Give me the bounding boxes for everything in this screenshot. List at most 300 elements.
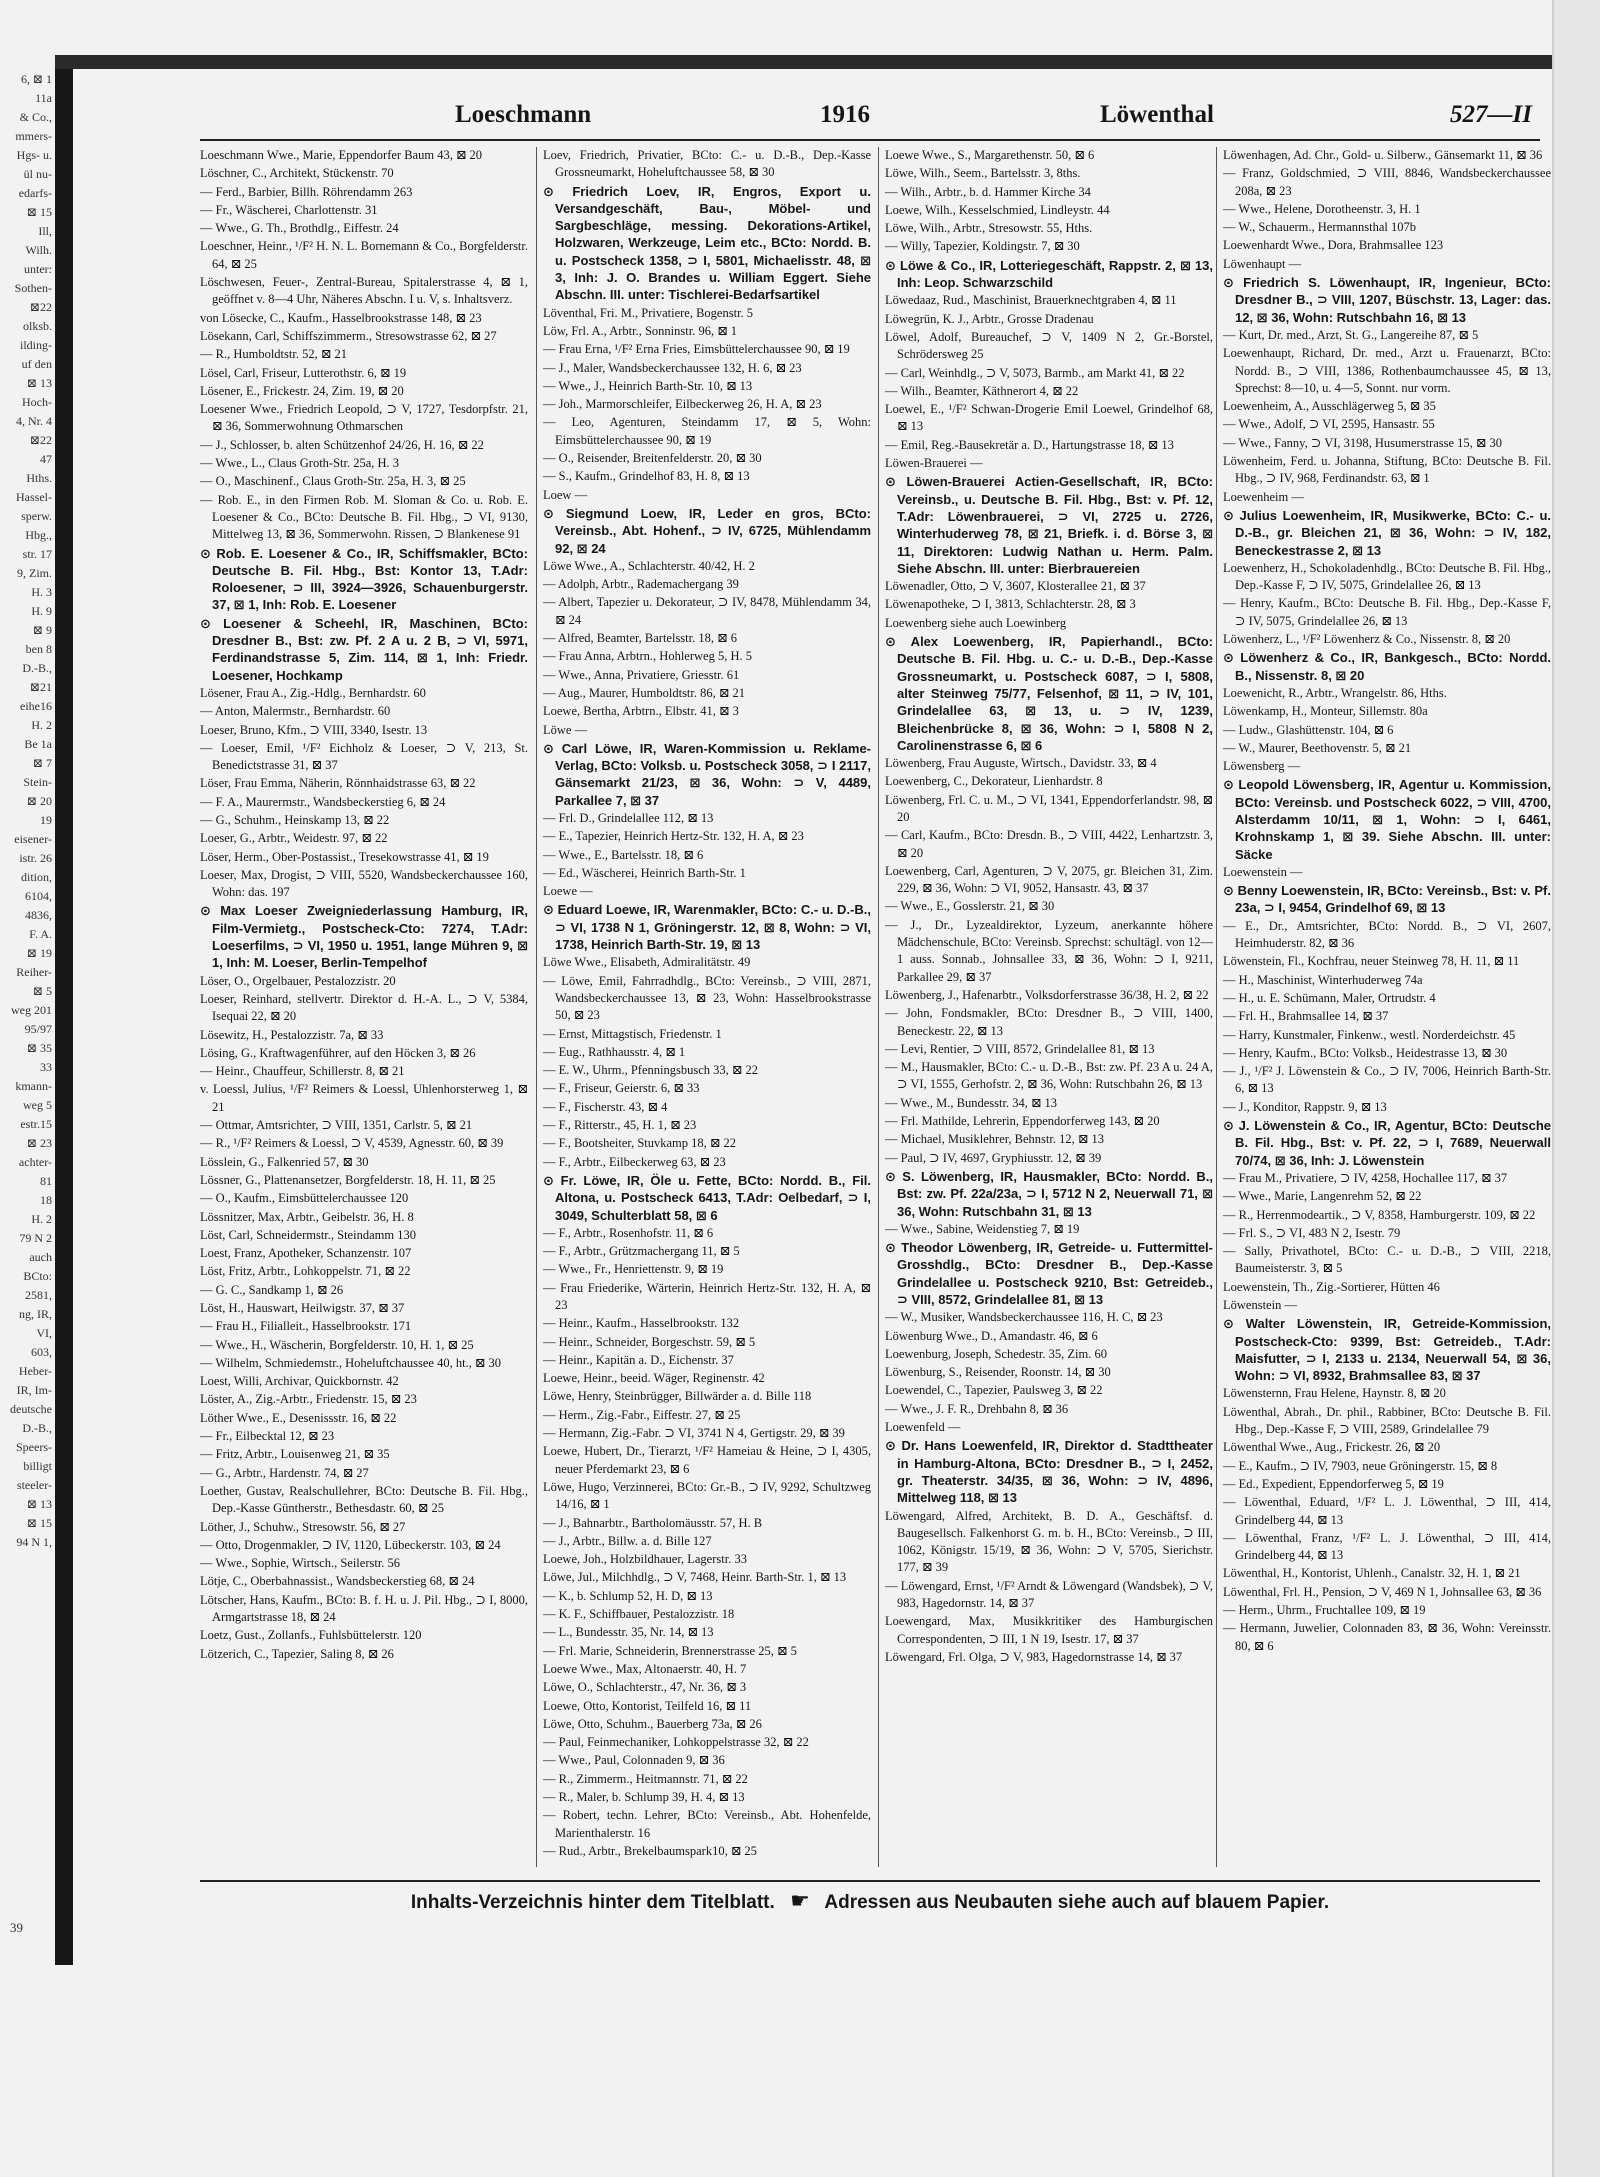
directory-entry: Loeser, G., Arbtr., Weidestr. 97, ⊠ 22 bbox=[200, 831, 388, 846]
directory-entry: — Herm., Uhrm., Fruchtallee 109, ⊠ 19 bbox=[1223, 1603, 1426, 1618]
directory-entry: Löster, A., Zig.-Arbtr., Friedenstr. 15, ⊠ 23 bbox=[200, 1392, 417, 1407]
directory-entry: — Fr., Wäscherei, Charlottenstr. 31 bbox=[200, 202, 378, 217]
previous-page-line: ⊠22 bbox=[29, 433, 52, 447]
previous-page-line: 2581, bbox=[25, 1288, 52, 1302]
directory-entry: — J., Konditor, Rappstr. 9, ⊠ 13 bbox=[1223, 1099, 1387, 1114]
previous-page-line: ⊠ 13 bbox=[26, 376, 52, 390]
previous-page-line: steeler- bbox=[16, 1478, 52, 1492]
directory-entry: — Wwe., Sabine, Weidenstieg 7, ⊠ 19 bbox=[885, 1221, 1080, 1236]
directory-entry: — J., ¹/F² J. Löwenstein & Co., ⊃ IV, 7006, Heinrich Barth-Str. 6, ⊠ 13 bbox=[1223, 1064, 1551, 1096]
directory-entry: Loether, Gustav, Realschullehrer, BCto: Deutsche B. Fil. Hbg., Dep.-Kasse Güntherstr., Bethesdastr. 60, ⊠ 25 bbox=[200, 1483, 528, 1516]
previous-page-line: Wilh. bbox=[25, 243, 52, 257]
previous-page-line: 4, Nr. 4 bbox=[16, 414, 52, 428]
previous-page-line: 6, ⊠ 1 bbox=[20, 72, 52, 86]
directory-entry: — Frau H., Filialleit., Hasselbrookstr. 171 bbox=[200, 1319, 412, 1334]
directory-entry: Lösing, G., Kraftwagenführer, auf den Höcken 3, ⊠ 26 bbox=[200, 1045, 476, 1060]
directory-entry: Loewenheim, A., Ausschlägerweg 5, ⊠ 35 bbox=[1223, 399, 1436, 414]
directory-entry: — Levi, Rentier, ⊃ VIII, 8572, Grindelallee 81, ⊠ 13 bbox=[885, 1041, 1155, 1056]
previous-page-line: dition, bbox=[20, 870, 52, 884]
previous-page-line: Hths. bbox=[26, 471, 52, 485]
directory-entry: — Ernst, Mittagstisch, Friedenstr. 1 bbox=[543, 1026, 722, 1041]
previous-page-line: 81 bbox=[40, 1174, 52, 1188]
directory-page bbox=[200, 95, 1551, 1975]
previous-page-line: kmann- bbox=[15, 1079, 52, 1093]
business-listing: ⊙ Friedrich Loev, IR, Engros, Export u. Versandgeschäft, Bau-, Möbel- und Sargbeschläge, messing. Dekorations-Artikel, Holzwaren, Werkzeuge, Leim etc., BCto: Nordd. B. u. Postscheck 1358, ⊃ I, 5801, Michaelisstr. 48, ⊠ 3, Inh: J. O. Brandes u. William Eggert. Siehe Abschn. III. unter: Tischlerei-Bedarfsartikel bbox=[543, 183, 871, 303]
previous-page-line: ⊠ 15 bbox=[26, 205, 52, 219]
previous-page-line: auch bbox=[29, 1250, 52, 1264]
directory-entry: Löther, J., Schuhw., Stresowstr. 56, ⊠ 27 bbox=[200, 1519, 406, 1534]
directory-entry: Löschner, C., Architekt, Stückenstr. 70 bbox=[200, 166, 394, 181]
directory-entry: — Loeser, Emil, ¹/F² Eichholz & Loeser, ⊃ V, 213, St. Benedictstrasse 31, ⊠ 37 bbox=[200, 740, 528, 773]
directory-entry: Loewenberg siehe auch Loewinberg bbox=[885, 615, 1067, 630]
directory-entry: — Henry, Kaufm., BCto: Deutsche B. Fil. Hbg., Dep.-Kasse F, ⊃ IV, 5075, Grindelallee 26, ⊠ 13 bbox=[1223, 596, 1551, 628]
previous-page-line: estr.15 bbox=[20, 1117, 52, 1131]
directory-entry: — W., Maurer, Beethovenstr. 5, ⊠ 21 bbox=[1223, 740, 1412, 755]
directory-entry: — Alfred, Beamter, Bartelsstr. 18, ⊠ 6 bbox=[543, 631, 737, 646]
previous-page-line: Speers- bbox=[16, 1440, 52, 1454]
directory-entry: — R., Maler, b. Schlump 39, H. 4, ⊠ 13 bbox=[543, 1790, 745, 1805]
previous-page-line: sperw. bbox=[21, 509, 52, 523]
directory-entry: Löwedaaz, Rud., Maschinist, Brauerknechtgraben 4, ⊠ 11 bbox=[885, 293, 1177, 308]
business-listing: ⊙ Friedrich S. Löwenhaupt, IR, Ingenieur, BCto: Dresdner B., ⊃ VIII, 1207, Büschstr. 13, Lager: das. 12, ⊠ 36, Wohn: Rutschbahn 16, ⊠ 13 bbox=[1223, 275, 1551, 325]
directory-entry: — Robert, techn. Lehrer, BCto: Vereinsb., Abt. Hohenfelde, Marienthalerstr. 16 bbox=[543, 1808, 871, 1840]
directory-column-2 bbox=[536, 147, 871, 1867]
previous-page-line: 19 bbox=[40, 813, 52, 827]
previous-page-line: unter: bbox=[24, 262, 52, 276]
directory-entry: Loewenberg, Carl, Agenturen, ⊃ V, 2075, gr. Bleichen 31, Zim. 229, ⊠ 36, Wohn: ⊃ VI, 9052, Hansastr. 43, ⊠ 37 bbox=[885, 863, 1213, 896]
directory-entry: Loewenhaupt, Richard, Dr. med., Arzt u. Frauenarzt, BCto: Nordd. B., ⊃ VIII, 1386, Rothenbaumchaussee 45, ⊠ 13, Sprechst: 8—10, u. 4—5, Sonnt. nur vorm. bbox=[1223, 346, 1551, 395]
previous-page-line: ⊠ 20 bbox=[26, 794, 52, 808]
business-listing: ⊙ Loesener & Scheehl, IR, Maschinen, BCto: Dresdner B., Bst: zw. Pf. 2 A u. 2 B, ⊃ VI, 5971, Ferdinandstrasse 5, Zim. 114, ⊠ 1, Inh: Friedr. Loesener, Hochkamp bbox=[200, 615, 528, 683]
directory-entry: Löser, Herm., Ober-Postassist., Tresekowstrasse 41, ⊠ 19 bbox=[200, 849, 489, 864]
directory-entry: — F., Arbtr., Rosenhofstr. 11, ⊠ 6 bbox=[543, 1225, 714, 1240]
directory-entry: Löwenheim, Ferd. u. Johanna, Stiftung, BCto: Deutsche B. Fil. Hbg., ⊃ IV, 968, Ferdinandstr. 63, ⊠ 1 bbox=[1223, 454, 1551, 486]
previous-page-line: Heber- bbox=[18, 1364, 52, 1378]
directory-entry: Loeser, Reinhard, stellvertr. Direktor d. H.-A. L., ⊃ V, 5384, Isequai 22, ⊠ 20 bbox=[200, 991, 528, 1024]
directory-entry: Löwen-Brauerei — bbox=[885, 456, 983, 471]
directory-entry: Lösel, Carl, Friseur, Lutterothstr. 6, ⊠ 19 bbox=[200, 365, 407, 380]
directory-entry: von Lösecke, C., Kaufm., Hasselbrookstrasse 148, ⊠ 23 bbox=[200, 310, 482, 325]
header-year: 1916 bbox=[820, 101, 870, 128]
directory-entry: v. Loessl, Julius, ¹/F² Reimers & Loessl, Uhlenhorsterweg 1, ⊠ 21 bbox=[200, 1082, 528, 1114]
previous-page-line: ⊠ 35 bbox=[26, 1041, 52, 1055]
footer-index-note: Inhalts-Verzeichnis hinter dem Titelblatt. bbox=[410, 1892, 775, 1913]
directory-entry: Löwenherz, L., ¹/F² Löwenherz & Co., Nissenstr. 8, ⊠ 20 bbox=[1223, 632, 1511, 647]
directory-entry: — Carl, Weinhdlg., ⊃ V, 5073, Barmb., am Markt 41, ⊠ 22 bbox=[885, 365, 1185, 380]
directory-column-4 bbox=[1216, 147, 1551, 1867]
directory-entry: — Heinr., Schneider, Borgeschstr. 59, ⊠ 5 bbox=[543, 1334, 756, 1349]
directory-entry: — Löwengard, Ernst, ¹/F² Arndt & Löwengard (Wandsbek), ⊃ V, 983, Hagedornstr. 14, ⊠ 37 bbox=[885, 1578, 1213, 1611]
directory-entry: Lötje, C., Oberbahnassist., Wandsbeckerstieg 68, ⊠ 24 bbox=[200, 1574, 475, 1589]
previous-page-fragment bbox=[0, 70, 56, 1930]
directory-entry: Löwensternn, Frau Helene, Haynstr. 8, ⊠ 20 bbox=[1223, 1386, 1446, 1401]
previous-page-line: 6104, bbox=[25, 889, 52, 903]
directory-entry: Löwe, Jul., Milchhdlg., ⊃ V, 7468, Heinr. Barth-Str. 1, ⊠ 13 bbox=[543, 1570, 847, 1585]
directory-entry: Löwengard, Frl. Olga, ⊃ V, 983, Hagedornstrasse 14, ⊠ 37 bbox=[885, 1649, 1183, 1664]
directory-entry: Loewendel, C., Tapezier, Paulsweg 3, ⊠ 22 bbox=[885, 1383, 1103, 1398]
business-listing: ⊙ J. Löwenstein & Co., IR, Agentur, BCto: Deutsche B. Fil. Hbg., Bst: v. Pf. 22, ⊃ I, 7689, Neuerwall 70/74, ⊠ 36, Inh: J. Löwenstein bbox=[1223, 1118, 1551, 1168]
directory-entry: — Heinr., Kapitän a. D., Eichenstr. 37 bbox=[543, 1352, 734, 1367]
directory-entry: Loewenhardt Wwe., Dora, Brahmsallee 123 bbox=[1223, 238, 1444, 253]
directory-entry: Lötscher, Hans, Kaufm., BCto: B. f. H. u. J. Pil. Hbg., ⊃ I, 8000, Armgartstrasse 18, ⊠ 24 bbox=[200, 1592, 528, 1625]
previous-page-line: Sothen- bbox=[14, 281, 52, 295]
previous-page-line: 33 bbox=[40, 1060, 52, 1074]
directory-entry: Loewe Wwe., S., Margarethenstr. 50, ⊠ 6 bbox=[885, 148, 1095, 162]
previous-page-line: eisener- bbox=[14, 832, 52, 846]
directory-entry: — Frl. Mathilde, Lehrerin, Eppendorferweg 143, ⊠ 20 bbox=[885, 1114, 1160, 1129]
directory-entry: Loewengard, Max, Musikkritiker des Hamburgischen Correspondenten, ⊃ III, 1 N 19, Isestr. 17, ⊠ 37 bbox=[885, 1614, 1213, 1646]
previous-page-line: Ill, bbox=[38, 224, 52, 238]
directory-entry: — Frl. S., ⊃ VI, 483 N 2, Isestr. 79 bbox=[1223, 1225, 1401, 1240]
business-listing: ⊙ Julius Loewenheim, IR, Musikwerke, BCto: C.- u. D.-B., gr. Bleichen 21, ⊠ 36, Wohn: ⊃ IV, 182, Beneckestrasse 2, ⊠ 13 bbox=[1223, 507, 1551, 558]
directory-entry: Löwe, Henry, Steinbrügger, Billwärder a. d. Bille 118 bbox=[543, 1389, 812, 1404]
directory-entry: — Joh., Marmorschleifer, Eilbeckerweg 26, H. A, ⊠ 23 bbox=[543, 397, 822, 412]
directory-entry: Loewe, Wilh., Kesselschmied, Lindleystr. 44 bbox=[885, 202, 1110, 217]
directory-entry: — Willy, Tapezier, Koldingstr. 7, ⊠ 30 bbox=[885, 239, 1080, 254]
directory-entry: — F., Fischerstr. 43, ⊠ 4 bbox=[543, 1099, 668, 1114]
directory-entry: — Herm., Zig.-Fabr., Eiffestr. 27, ⊠ 25 bbox=[543, 1407, 741, 1422]
directory-entry: Löwensberg — bbox=[1223, 759, 1301, 774]
directory-entry: Löst, Carl, Schneidermstr., Steindamm 130 bbox=[200, 1227, 416, 1242]
directory-entry: — Fr., Eilbecktal 12, ⊠ 23 bbox=[200, 1429, 335, 1444]
directory-entry: Lössnitzer, Max, Arbtr., Geibelstr. 36, H. 8 bbox=[200, 1209, 414, 1224]
previous-page-line: str. 17 bbox=[22, 547, 52, 561]
previous-page-line: ilding- bbox=[20, 338, 52, 352]
directory-entry: Löwenburg, S., Reisender, Roonstr. 14, ⊠ 30 bbox=[885, 1365, 1111, 1380]
directory-entry: — Wwe., J., Heinrich Barth-Str. 10, ⊠ 13 bbox=[543, 378, 753, 393]
directory-entry: — Ottmar, Amtsrichter, ⊃ VIII, 1351, Carlstr. 5, ⊠ 21 bbox=[200, 1118, 473, 1133]
previous-page-line: ng, IR, bbox=[19, 1307, 52, 1321]
previous-page-line: 95/97 bbox=[24, 1022, 52, 1036]
directory-entry: — Fritz, Arbtr., Louisenweg 21, ⊠ 35 bbox=[200, 1447, 390, 1462]
directory-entry: — O., Maschinenf., Claus Groth-Str. 25a, H. 3, ⊠ 25 bbox=[200, 474, 466, 489]
directory-entry: — Heinr., Kaufm., Hasselbrookstr. 132 bbox=[543, 1316, 740, 1331]
directory-entry: — R., Herrenmodeartik., ⊃ V, 8358, Hamburgerstr. 109, ⊠ 22 bbox=[1223, 1207, 1536, 1222]
previous-page-line: edarfs- bbox=[18, 186, 52, 200]
directory-entry: — J., Maler, Wandsbeckerchaussee 132, H. 6, ⊠ 23 bbox=[543, 360, 802, 375]
directory-entry: — Löwenthal, Franz, ¹/F² L. J. Löwenthal, ⊃ III, 414, Grindelberg 44, ⊠ 13 bbox=[1223, 1530, 1551, 1563]
previous-page-line: BCto: bbox=[23, 1269, 52, 1283]
directory-entry: — Wwe., L., Claus Groth-Str. 25a, H. 3 bbox=[200, 456, 400, 471]
previous-page-line: Hbg., bbox=[25, 528, 52, 542]
directory-entry: Lösslein, G., Falkenried 57, ⊠ 30 bbox=[200, 1154, 369, 1169]
business-listing: ⊙ Rob. E. Loesener & Co., IR, Schiffsmakler, BCto: Deutsche B. Fil. Hbg., Bst: Kontor 13, T.Adr: Roloesener, ⊃ III, 3924—3926, Schauenburgerstr. 37, ⊠ 1, Inh: Rob. E. Loesener bbox=[200, 545, 528, 613]
directory-entry: — E. W., Uhrm., Pfenningsbusch 33, ⊠ 22 bbox=[543, 1063, 758, 1078]
previous-page-line: ⊠ 5 bbox=[32, 984, 52, 998]
directory-entry: Loewenheim — bbox=[1223, 489, 1304, 504]
directory-entry: — E., Dr., Amtsrichter, BCto: Nordd. B., ⊃ VI, 2607, Heimhuderstr. 82, ⊠ 36 bbox=[1223, 918, 1551, 951]
directory-entry: — Wilhelm, Schmiedemstr., Hoheluftchaussee 40, ht., ⊠ 30 bbox=[200, 1355, 502, 1370]
directory-entry: — Ed., Wäscherei, Heinrich Barth-Str. 1 bbox=[543, 865, 746, 880]
directory-entry: — Frl. H., Brahmsallee 14, ⊠ 37 bbox=[1223, 1009, 1389, 1024]
directory-entry: — Michael, Musiklehrer, Behnstr. 12, ⊠ 13 bbox=[885, 1132, 1104, 1147]
directory-entry: Loewe, Hubert, Dr., Tierarzt, ¹/F² Hameiau & Heine, ⊃ I, 4305, neuer Pferdemarkt 23, ⊠ 6 bbox=[543, 1444, 871, 1476]
directory-entry: — Wwe., Anna, Privatiere, Griesstr. 61 bbox=[543, 667, 740, 682]
directory-entry: Löwengard, Alfred, Architekt, B. D. A., Geschäftsf. d. Baugesellsch. Falkenhorst G. m. b. H., BCto: Vereinsb., ⊃ III, 1062, Königstr. 15/19, ⊠ 36, Wohn: ⊃ V, 5705, Sierichstr. 177, ⊠ 39 bbox=[885, 1508, 1213, 1575]
previous-page-line: 79 N 2 bbox=[19, 1231, 52, 1245]
directory-entry: — Wwe., Paul, Colonnaden 9, ⊠ 36 bbox=[543, 1753, 725, 1768]
directory-entry: — Wwe., H., Wäscherin, Borgfelderstr. 10, H. 1, ⊠ 25 bbox=[200, 1337, 474, 1352]
directory-entry: Loewenstein — bbox=[1223, 864, 1303, 879]
directory-entry: Loewenfeld — bbox=[885, 1420, 961, 1435]
previous-page-line: Hoch- bbox=[22, 395, 52, 409]
previous-page-line: ⊠22 bbox=[29, 300, 52, 314]
directory-entry: — E., Tapezier, Heinrich Hertz-Str. 132, H. A, ⊠ 23 bbox=[543, 829, 804, 844]
directory-column-3 bbox=[878, 147, 1213, 1867]
previous-page-line: ben 8 bbox=[25, 642, 52, 656]
directory-entry: — R., ¹/F² Reimers & Loessl, ⊃ V, 4539, Agnesstr. 60, ⊠ 39 bbox=[200, 1136, 504, 1151]
directory-entry: Löst, Fritz, Arbtr., Lohkoppelstr. 71, ⊠ 22 bbox=[200, 1264, 411, 1279]
previous-page-line: H. 2 bbox=[31, 718, 52, 732]
previous-page-line: Hgs- u. bbox=[16, 148, 52, 162]
directory-entry: Löwel, Adolf, Bureauchef, ⊃ V, 1409 N 2, Gr.-Borstel, Schrödersweg 25 bbox=[885, 329, 1213, 362]
scan-right-margin bbox=[1552, 0, 1600, 2177]
directory-entry: Löwenadler, Otto, ⊃ V, 3607, Klosterallee 21, ⊠ 37 bbox=[885, 579, 1146, 594]
directory-entry: — Löwe, Emil, Fahrradhdlg., BCto: Vereinsb., ⊃ VIII, 2871, Wandsbeckerchaussee 13, ⊠ 23, Wohn: Hasselbrookstrasse 50, ⊠ 23 bbox=[543, 973, 871, 1023]
directory-entry: Loeser, Bruno, Kfm., ⊃ VIII, 3340, Isestr. 13 bbox=[200, 722, 428, 737]
directory-column-1 bbox=[200, 147, 528, 1867]
directory-entry: — J., Arbtr., Billw. a. d. Bille 127 bbox=[543, 1533, 712, 1548]
previous-page-line: H. 2 bbox=[31, 1212, 52, 1226]
previous-page-line: D.-B., bbox=[22, 661, 52, 675]
directory-entry: — Hermann, Juwelier, Colonnaden 83, ⊠ 36, Wohn: Vereinsstr. 80, ⊠ 6 bbox=[1223, 1621, 1551, 1653]
directory-entry: — J., Schlosser, b. alten Schützenhof 24/26, H. 16, ⊠ 22 bbox=[200, 437, 484, 452]
directory-entry: — R., Zimmerm., Heitmannstr. 71, ⊠ 22 bbox=[543, 1771, 748, 1786]
directory-entry: Loetz, Gust., Zollanfs., Fuhlsbüttelerstr. 120 bbox=[200, 1628, 422, 1643]
previous-page-line: F. A. bbox=[29, 927, 52, 941]
directory-entry: — Rob. E., in den Firmen Rob. M. Sloman & Co. u. Rob. E. Loesener & Co., BCto: Deutsche B. Fil. Hbg., ⊃ VI, 9130, Mittelweg 13, ⊠ 36, Sommerwohn. Rissen, ⊃ Blankenese 91 bbox=[200, 492, 528, 542]
previous-page-line: olksb. bbox=[22, 319, 52, 333]
previous-page-line: 11a bbox=[35, 91, 52, 105]
directory-entry: Loest, Willi, Archivar, Quickbornstr. 42 bbox=[200, 1374, 399, 1389]
directory-entry: Löwenthal, Abrah., Dr. phil., Rabbiner, BCto: Deutsche B. Fil. Hbg., Dep.-Kasse F, ⊃ VIII, 2589, Grindelallee 79 bbox=[1223, 1404, 1551, 1437]
directory-entry: Löser, O., Orgelbauer, Pestalozzistr. 20 bbox=[200, 973, 396, 988]
directory-entry: Löther Wwe., E., Desenissstr. 16, ⊠ 22 bbox=[200, 1410, 397, 1425]
previous-page-line: ⊠ 15 bbox=[26, 1516, 52, 1530]
business-listing: ⊙ Carl Löwe, IR, Waren-Kommission u. Reklame-Verlag, BCto: Volksb. u. Postscheck 3058, ⊃ I 2117, Gänsemarkt 21/23, ⊠ 36, Wohn: ⊃ V, 4489, Parkallee 7, ⊠ 37 bbox=[543, 740, 871, 808]
directory-entry: — F., Friseur, Geierstr. 6, ⊠ 33 bbox=[543, 1081, 700, 1096]
directory-entry: Löwenthal, H., Kontorist, Uhlenh., Canalstr. 32, H. 1, ⊠ 21 bbox=[1223, 1566, 1521, 1581]
header-first-entry: Loeschmann bbox=[455, 101, 592, 128]
directory-entry: — L., Bundesstr. 35, Nr. 14, ⊠ 13 bbox=[543, 1625, 714, 1640]
previous-page-line: IR, Im- bbox=[16, 1383, 52, 1397]
directory-entry: — S., Kaufm., Grindelhof 83, H. 8, ⊠ 13 bbox=[543, 469, 750, 484]
directory-entry: — E., Kaufm., ⊃ IV, 7903, neue Gröningerstr. 15, ⊠ 8 bbox=[1223, 1458, 1498, 1473]
directory-entry: — F., Arbtr., Eilbeckerweg 63, ⊠ 23 bbox=[543, 1154, 726, 1169]
previous-page-line: ⊠ 23 bbox=[26, 1136, 52, 1150]
business-listing: ⊙ Löwen-Brauerei Actien-Gesellschaft, IR, BCto: Vereinsb., u. Deutsche B. Fil. Hbg., Bst: v. Pf. 12, T.Adr: Löwenbrauerei, ⊃ VI, 2725 u. 2726, Winterhuderweg 78, ⊠ 21, Briefk. i. d. Börse 3, ⊠ 11, Direktoren: Ludwig Nathan u. Herm. Palm. Siehe Abschn. III. unter: Bierbrauereien bbox=[885, 474, 1213, 576]
previous-page-line: D.-B., bbox=[22, 1421, 52, 1435]
previous-page-line: H. 3 bbox=[31, 585, 52, 599]
business-listing: ⊙ Eduard Loewe, IR, Warenmakler, BCto: C.- u. D.-B., ⊃ VI, 1738 N 1, Gröningerstr. 12, ⊠ 8, Wohn: ⊃ VI, 1738, Heinrich Barth-Str. 19, ⊠ 13 bbox=[543, 902, 871, 953]
directory-entry: — Kurt, Dr. med., Arzt, St. G., Langereihe 87, ⊠ 5 bbox=[1223, 327, 1479, 342]
directory-entry: — Heinr., Chauffeur, Schillerstr. 8, ⊠ 21 bbox=[200, 1064, 405, 1079]
directory-entry: Löser, Frau Emma, Näherin, Rönnhaidstrasse 63, ⊠ 22 bbox=[200, 776, 476, 791]
directory-entry: Loeschmann Wwe., Marie, Eppendorfer Baum 43, ⊠ 20 bbox=[200, 148, 483, 162]
directory-entry: Löwenthal, Frl. H., Pension, ⊃ V, 469 N 1, Johnsallee 63, ⊠ 36 bbox=[1223, 1584, 1542, 1599]
directory-entry: — Adolph, Arbtr., Rademachergang 39 bbox=[543, 577, 739, 592]
directory-entry: — G. C., Sandkamp 1, ⊠ 26 bbox=[200, 1282, 344, 1297]
directory-entry: Löwenhagen, Ad. Chr., Gold- u. Silberw., Gänsemarkt 11, ⊠ 36 bbox=[1223, 148, 1543, 162]
directory-entry: Löwegrün, K. J., Arbtr., Grosse Dradenau bbox=[885, 311, 1094, 326]
previous-page-line: ⊠ 9 bbox=[32, 623, 52, 637]
previous-page-line: weg 201 bbox=[11, 1003, 52, 1017]
previous-page-line: VI, bbox=[36, 1326, 52, 1340]
directory-entry: — O., Reisender, Breitenfelderstr. 20, ⊠ 30 bbox=[543, 451, 762, 466]
previous-page-line: Be 1a bbox=[24, 737, 52, 751]
business-listing: ⊙ Alex Loewenberg, IR, Papierhandl., BCto: Deutsche B. Fil. Hbg. u. C.- u. D.-B., Dep.-Kasse Grossneumarkt, u. Postscheck 6087, ⊃ I, 5808, alter Steinweg 75/77, Felsenhof, ⊠ 11, ⊃ IV, 101, Grindelallee 63, ⊠ 13, u. ⊃ IV, 1239, Bleichenbrücke 8, ⊠ 36, Wohn: ⊃ I, 5808 N 2, Carolinenstrasse 6, ⊠ 6 bbox=[885, 634, 1213, 753]
directory-entry: Löwenberg, Frau Auguste, Wirtsch., Davidstr. 33, ⊠ 4 bbox=[885, 756, 1157, 771]
directory-entry: — J., Bahnarbtr., Bartholomäusstr. 57, H. B bbox=[543, 1515, 763, 1530]
directory-entry: Loewenberg, C., Dekorateur, Lienhardstr. 8 bbox=[885, 774, 1103, 789]
directory-entry: Loewel, E., ¹/F² Schwan-Drogerie Emil Loewel, Grindelhof 68, ⊠ 13 bbox=[885, 402, 1213, 434]
directory-entry: — Wwe., E., Gosslerstr. 21, ⊠ 30 bbox=[885, 899, 1055, 914]
directory-entry: — Hermann, Zig.-Fabr. ⊃ VI, 3741 N 4, Gertigstr. 29, ⊠ 39 bbox=[543, 1426, 845, 1441]
directory-entry: Loewenicht, R., Arbtr., Wrangelstr. 86, Hths. bbox=[1223, 685, 1447, 700]
directory-entry: Löwe, Wilh., Arbtr., Stresowstr. 55, Hths. bbox=[885, 221, 1093, 236]
directory-entry: — K. F., Schiffbauer, Pestalozzistr. 18 bbox=[543, 1607, 735, 1622]
previous-page-line: mmers- bbox=[15, 129, 52, 143]
business-listing: ⊙ Benny Loewenstein, IR, BCto: Vereinsb., Bst: v. Pf. 23a, ⊃ I, 9454, Grindelhof 69, ⊠ 13 bbox=[1223, 883, 1551, 916]
directory-entry: — G., Schuhm., Heinskamp 13, ⊠ 22 bbox=[200, 812, 390, 827]
previous-page-line: ül nu- bbox=[23, 167, 52, 181]
previous-page-number: 39 bbox=[10, 1920, 23, 1935]
directory-entry: Loewe — bbox=[543, 884, 593, 899]
previous-page-line: ⊠ 19 bbox=[26, 946, 52, 960]
directory-entry: — F., Bootsheiter, Stuvkamp 18, ⊠ 22 bbox=[543, 1136, 736, 1151]
directory-entry: — Frau Anna, Arbtrn., Hohlerweg 5, H. 5 bbox=[543, 649, 752, 664]
business-listing: ⊙ Theodor Löwenberg, IR, Getreide- u. Futtermittel-Grosshdlg., BCto: Dresdner B., Dep.-Kasse Grindelallee u. Postscheck 9210, Bst: Getreideb., ⊃ VIII, 8572, Grindelallee 81, ⊠ 13 bbox=[885, 1240, 1213, 1307]
directory-entry: Löw, Frl. A., Arbtr., Sonninstr. 96, ⊠ 1 bbox=[543, 323, 738, 338]
directory-entry: — Löwenthal, Eduard, ¹/F² L. J. Löwenthal, ⊃ III, 414, Grindelberg 44, ⊠ 13 bbox=[1223, 1495, 1551, 1527]
directory-entry: — Frau Friederike, Wärterin, Heinrich Hertz-Str. 132, H. A, ⊠ 23 bbox=[543, 1280, 871, 1312]
directory-entry: — Wwe., Helene, Dorotheenstr. 3, H. 1 bbox=[1223, 201, 1421, 216]
pointing-hand-icon: ☛ bbox=[790, 1888, 810, 1913]
directory-entry: — Paul, ⊃ IV, 4697, Gryphiusstr. 12, ⊠ 39 bbox=[885, 1150, 1102, 1165]
directory-entry: Lösekann, Carl, Schiffszimmerm., Stresowstrasse 62, ⊠ 27 bbox=[200, 328, 497, 343]
directory-entry: Löwe, Otto, Schuhm., Bauerberg 73a, ⊠ 26 bbox=[543, 1716, 762, 1731]
directory-entry: — Aug., Maurer, Humboldtstr. 86, ⊠ 21 bbox=[543, 685, 745, 700]
previous-page-line: eihe16 bbox=[20, 699, 52, 713]
directory-entry: Löwenapotheke, ⊃ I, 3813, Schlachterstr. 28, ⊠ 3 bbox=[885, 597, 1136, 612]
directory-entry: Loewe, Joh., Holzbildhauer, Lagerstr. 33 bbox=[543, 1552, 747, 1567]
directory-entry: — Wwe., Fanny, ⊃ VI, 3198, Husumerstrasse 15, ⊠ 30 bbox=[1223, 435, 1503, 450]
directory-entry: Loewe, Heinr., beeid. Wäger, Reginenstr. 42 bbox=[543, 1371, 765, 1386]
directory-entry: — Wwe., Marie, Langenrehm 52, ⊠ 22 bbox=[1223, 1189, 1422, 1204]
business-listing: ⊙ Max Loeser Zweigniederlassung Hamburg, IR, Film-Vermietg., Postscheck-Cto: 7274, T.Adr: Loeserfilms, ⊃ VI, 1950 u. 1951, lange Mühren 9, ⊠ 1, Inh: M. Loeser, Berlin-Tempelhof bbox=[200, 903, 528, 971]
directory-entry: — O., Kaufm., Eimsbüttelerchaussee 120 bbox=[200, 1191, 409, 1206]
footer-new-buildings-note: Adressen aus Neubauten siehe auch auf blauem Papier. bbox=[824, 1892, 1330, 1913]
scan-binding-edge bbox=[55, 55, 73, 1965]
previous-page-line: 4836, bbox=[25, 908, 52, 922]
directory-entry: — Wwe., Fr., Henriettenstr. 9, ⊠ 19 bbox=[543, 1262, 724, 1277]
directory-entry: Lösener, Frau A., Zig.-Hdlg., Bernhardstr. 60 bbox=[200, 685, 426, 700]
business-listing: ⊙ Löwe & Co., IR, Lotteriegeschäft, Rappstr. 2, ⊠ 13, Inh: Leop. Schwarzschild bbox=[885, 257, 1213, 291]
directory-entry: Löwenberg, Frl. C. u. M., ⊃ VI, 1341, Eppendorferlandstr. 98, ⊠ 20 bbox=[885, 792, 1213, 824]
directory-entry: Loeser, Max, Drogist, ⊃ VIII, 5520, Wandsbeckerchaussee 160, Wohn: das. 197 bbox=[200, 867, 528, 900]
directory-entry: Löwenburg Wwe., D., Amandastr. 46, ⊠ 6 bbox=[885, 1328, 1098, 1343]
previous-page-line: ⊠ 7 bbox=[32, 756, 52, 770]
directory-entry: — Paul, Feinmechaniker, Lohkoppelstrasse 32, ⊠ 22 bbox=[543, 1735, 809, 1750]
directory-entry: Lösewitz, H., Pestalozzistr. 7a, ⊠ 33 bbox=[200, 1027, 384, 1042]
directory-entry: Loesener Wwe., Friedrich Leopold, ⊃ V, 1727, Tesdorpfstr. 21, ⊠ 36, Sommerwohnung Othmarschen bbox=[200, 402, 528, 434]
previous-page-line: & Co., bbox=[19, 110, 52, 124]
directory-entry: — Wilh., Arbtr., b. d. Hammer Kirche 34 bbox=[885, 184, 1091, 199]
directory-entry: — Carl, Kaufm., BCto: Dresdn. B., ⊃ VIII, 4422, Lenhartzstr. 3, ⊠ 20 bbox=[885, 828, 1213, 860]
directory-entry: Loewe, Otto, Kontorist, Teilfeld 16, ⊠ 11 bbox=[543, 1698, 752, 1713]
directory-entry: — H., u. E. Schümann, Maler, Ortrudstr. 4 bbox=[1223, 990, 1436, 1005]
directory-entry: — Frl. D., Grindelallee 112, ⊠ 13 bbox=[543, 810, 714, 825]
previous-page-line: ⊠21 bbox=[29, 680, 52, 694]
directory-entry: Löwe Wwe., Elisabeth, Admiralitätstr. 49 bbox=[543, 955, 751, 970]
directory-entry: Löwenkamp, H., Monteur, Sillemstr. 80a bbox=[1223, 704, 1428, 719]
directory-entry: — R., Humboldtstr. 52, ⊠ 21 bbox=[200, 347, 347, 362]
directory-entry: Löst, H., Hauswart, Heilwigstr. 37, ⊠ 37 bbox=[200, 1301, 405, 1315]
directory-entry: Lötzerich, C., Tapezier, Saling 8, ⊠ 26 bbox=[200, 1646, 394, 1661]
directory-entry: — Wilh., Beamter, Käthnerort 4, ⊠ 22 bbox=[885, 383, 1079, 398]
directory-entry: — Frl. Marie, Schneiderin, Brennerstrasse 25, ⊠ 5 bbox=[543, 1643, 797, 1658]
directory-entry: Löwenstein, Fl., Kochfrau, neuer Steinweg 78, H. 11, ⊠ 11 bbox=[1223, 954, 1520, 969]
business-listing: ⊙ Walter Löwenstein, IR, Getreide-Kommission, Postscheck-Cto: 9399, Bst: Getreideb., T.Adr: Maisfutter, ⊃ I, 2133 u. 2134, Neuerwall 54, ⊠ 36, Wohn: ⊃ VI, 8932, Brahmsallee 83, ⊠ 37 bbox=[1223, 1316, 1551, 1384]
previous-page-line: achter- bbox=[18, 1155, 52, 1169]
previous-page-line: uf den bbox=[21, 357, 52, 371]
directory-entry: — Frau Erna, ¹/F² Erna Fries, Eimsbüttelerchaussee 90, ⊠ 19 bbox=[543, 342, 850, 357]
header-last-entry: Löwenthal bbox=[1100, 101, 1214, 128]
previous-page-line: 47 bbox=[40, 452, 52, 466]
directory-entry: Loeschner, Heinr., ¹/F² H. N. L. Bornemann & Co., Borgfelderstr. 64, ⊠ 25 bbox=[200, 239, 528, 271]
page-header bbox=[200, 95, 1540, 141]
business-listing: ⊙ Leopold Löwensberg, IR, Agentur u. Kommission, BCto: Vereinsb. und Postscheck 6022, ⊃ VIII, 4700, Alsterdamm 10/11, ⊠ 1, Wohn: ⊃ I, 6461, Krohnskamp 1, ⊠ 39. Siehe Abschn. III. unter: Säcke bbox=[1223, 777, 1551, 862]
directory-entry: — Wwe., J. F. R., Drehbahn 8, ⊠ 36 bbox=[885, 1401, 1069, 1416]
directory-entry: — Ferd., Barbier, Billh. Röhrendamm 263 bbox=[200, 184, 413, 199]
page-footer bbox=[200, 1880, 1540, 1914]
directory-entry: — K., b. Schlump 52, H. D, ⊠ 13 bbox=[543, 1588, 713, 1603]
page-number: 527—II bbox=[1450, 101, 1532, 128]
directory-entry: Löwenthal Wwe., Aug., Frickestr. 26, ⊠ 20 bbox=[1223, 1440, 1441, 1455]
directory-entry: Löschwesen, Feuer-, Zentral-Bureau, Spitalerstrasse 4, ⊠ 1, geöffnet v. 8—4 Uhr, Näheres Abschn. I u. V, s. Inhaltsverz. bbox=[200, 275, 528, 307]
previous-page-line: Stein- bbox=[23, 775, 52, 789]
previous-page-line: weg 5 bbox=[23, 1098, 52, 1112]
directory-entry: — Harry, Kunstmaler, Finkenw., westl. Norderdeichstr. 45 bbox=[1223, 1027, 1516, 1042]
directory-entry: Loewe, Bertha, Arbtrn., Elbstr. 41, ⊠ 3 bbox=[543, 704, 739, 719]
directory-entry: Löwenberg, J., Hafenarbtr., Volksdorferstrasse 36/38, H. 2, ⊠ 22 bbox=[885, 987, 1209, 1002]
previous-page-line: deutsche bbox=[10, 1402, 52, 1416]
directory-entry: — Wwe., E., Bartelsstr. 18, ⊠ 6 bbox=[543, 847, 704, 862]
directory-entry: Loev, Friedrich, Privatier, BCto: C.- u. D.-B., Dep.-Kasse Grossneumarkt, Hoheluftchaussee 58, ⊠ 30 bbox=[543, 148, 871, 180]
directory-entry: Löventhal, Fri. M., Privatiere, Bogenstr. 5 bbox=[543, 305, 754, 320]
scan-top-edge bbox=[55, 55, 1570, 69]
business-listing: ⊙ Löwenherz & Co., IR, Bankgesch., BCto: Nordd. B., Nissenstr. 8, ⊠ 20 bbox=[1223, 650, 1551, 683]
business-listing: ⊙ Dr. Hans Loewenfeld, IR, Direktor d. Stadttheater in Hamburg-Altona, BCto: Dresdner B., ⊃ I, 2452, gr. Theaterstr. 34/35, ⊠ 36, Wohn: ⊃ IV, 4896, Mittelweg 118, ⊠ 13 bbox=[885, 1438, 1213, 1506]
directory-entry: — W., Musiker, Wandsbeckerchaussee 116, H. C, ⊠ 23 bbox=[885, 1310, 1163, 1325]
directory-entry: — Wwe., Sophie, Wirtsch., Seilerstr. 56 bbox=[200, 1556, 401, 1571]
directory-entry: — G., Arbtr., Hardenstr. 74, ⊠ 27 bbox=[200, 1465, 369, 1480]
directory-entry: Loewenherz, H., Schokoladenhdlg., BCto: Deutsche B. Fil. Hbg., Dep.-Kasse F, ⊃ IV, 5075, Grindelallee 26, ⊠ 13 bbox=[1223, 560, 1551, 593]
directory-entry: — Anton, Malermstr., Bernhardstr. 60 bbox=[200, 704, 391, 719]
directory-entry: — Ludw., Glashüttenstr. 104, ⊠ 6 bbox=[1223, 722, 1394, 737]
directory-entry: — Emil, Reg.-Bausekretär a. D., Hartungstrasse 18, ⊠ 13 bbox=[885, 437, 1174, 452]
directory-entry: Loewe Wwe., Max, Altonaerstr. 40, H. 7 bbox=[543, 1661, 747, 1676]
directory-entry: Löwe, Hugo, Verzinnerei, BCto: Gr.-B., ⊃ IV, 9292, Schultzweg 14/16, ⊠ 1 bbox=[543, 1479, 871, 1512]
previous-page-line: Reiher- bbox=[16, 965, 52, 979]
directory-entry: — Wwe., M., Bundesstr. 34, ⊠ 13 bbox=[885, 1095, 1058, 1110]
directory-entry: — Leo, Agenturen, Steindamm 17, ⊠ 5, Wohn: Eimsbüttelerchaussee 90, ⊠ 19 bbox=[543, 415, 871, 447]
previous-page-line: ⊠ 13 bbox=[26, 1497, 52, 1511]
business-listing: ⊙ Fr. Löwe, IR, Öle u. Fette, BCto: Nordd. B., Fil. Altona, u. Postscheck 6413, T.Adr: Oelbedarf, ⊃ I, 3049, Schulterblatt 58, ⊠ 6 bbox=[543, 1172, 871, 1223]
directory-entry: Löwe, O., Schlachterstr., 47, Nr. 36, ⊠ 3 bbox=[543, 1680, 747, 1695]
directory-columns bbox=[200, 147, 1551, 1867]
previous-page-line: billigt bbox=[23, 1459, 52, 1473]
